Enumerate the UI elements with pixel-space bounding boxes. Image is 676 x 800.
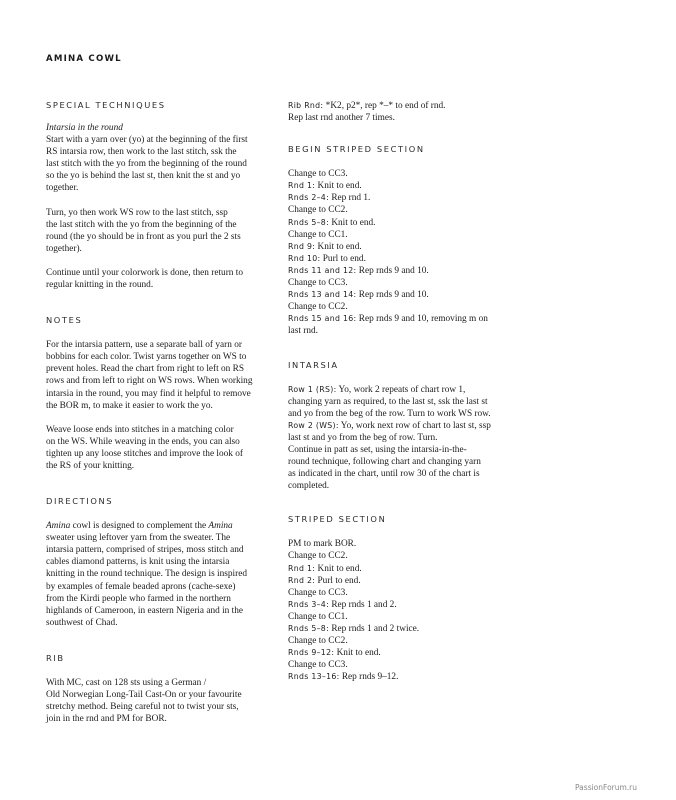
instruction-text: Knit to end. xyxy=(315,181,362,192)
intarsia-heading: INTARSIA xyxy=(288,359,339,370)
instruction-text: Change to CC3. xyxy=(288,587,348,598)
instruction-row xyxy=(288,289,524,301)
text-line: completed. xyxy=(288,481,330,492)
directions-paragraph xyxy=(46,520,278,629)
instruction-label: Rnds 3–4: xyxy=(288,599,329,609)
instruction-row xyxy=(288,538,524,550)
intarsia-row2-lines xyxy=(288,432,524,492)
intarsia-row2-text: Yo, work next row of chart to last st, ssp xyxy=(338,420,491,431)
rib-round-line xyxy=(288,100,524,112)
instruction-text: PM to mark BOR. xyxy=(288,539,357,550)
text-line: tighten up any loose stitches and improve the look of xyxy=(46,448,244,459)
instruction-text: Change to CC2. xyxy=(288,205,348,216)
notes-p1 xyxy=(46,339,278,412)
begin-striped-rows xyxy=(288,168,524,337)
text-line: For the intarsia pattern, use a separate ball of yarn or xyxy=(46,340,242,351)
page-title: AMINA COWL xyxy=(46,54,122,64)
text-line: stretchy method. Being careful not to twist your sts, xyxy=(46,702,239,713)
instruction-text: Knit to end. xyxy=(334,648,381,659)
directions-heading: DIRECTIONS xyxy=(46,496,114,507)
text-line: and yo from the beg of the row. Turn to work WS row. xyxy=(288,408,491,419)
instruction-text: Rep rnds 9 and 10. xyxy=(356,265,429,276)
instruction-label: Rnds 2–4: xyxy=(288,193,329,203)
instruction-row xyxy=(288,611,524,623)
text-line: from the Kirdi people who farmed in the northern xyxy=(46,593,231,604)
instruction-label: Rnds 9–12: xyxy=(288,648,335,658)
instruction-row xyxy=(288,192,524,204)
special-techniques-heading: SPECIAL TECHNIQUES xyxy=(46,100,166,110)
intarsia-row1-text: Yo, work 2 repeats of chart row 1, xyxy=(336,384,466,395)
instruction-text: Knit to end. xyxy=(315,241,362,252)
instruction-label: Rnd 9: xyxy=(288,241,316,251)
directions-amina-2: Amina xyxy=(208,521,233,532)
text-line: rows and from left to right on WS rows. When working xyxy=(46,376,253,387)
text-line: intarsia pattern, comprised of stripes, moss stitch and xyxy=(46,545,244,556)
instruction-label: Rnds 5–8: xyxy=(288,217,329,227)
instruction-row xyxy=(288,241,524,253)
instruction-text: Knit to end. xyxy=(315,563,362,574)
instruction-text: Change to CC2. xyxy=(288,302,348,313)
instruction-text: Change to CC3. xyxy=(288,660,348,671)
text-line: so the yo is behind the last st, then knit the st and yo xyxy=(46,171,241,182)
special-techniques-p3 xyxy=(46,267,278,291)
instruction-text: Change to CC1. xyxy=(288,229,348,240)
instruction-text: Rep rnds 9–12. xyxy=(339,672,399,683)
instruction-row xyxy=(288,265,524,277)
rib-paragraph xyxy=(46,677,278,725)
text-line: round (the yo should be in front as you purl the 2 sts xyxy=(46,231,241,242)
directions-lines xyxy=(46,532,278,629)
text-line: knitting in the round technique. The design is inspired xyxy=(46,569,247,580)
text-line: With MC, cast on 128 sts using a German / xyxy=(46,677,207,688)
special-techniques-p2 xyxy=(46,207,278,255)
instruction-row xyxy=(288,659,524,671)
rib-round xyxy=(288,100,524,124)
instruction-label: Rnds 13–16: xyxy=(288,672,340,682)
text-line: Continue until your colorwork is done, then return to xyxy=(46,267,244,278)
instruction-text: Rep rnds 1 and 2. xyxy=(329,599,397,610)
text-line: Old Norwegian Long-Tail Cast-On or your favourite xyxy=(46,690,242,700)
instruction-text: Change to CC3. xyxy=(288,169,348,180)
instruction-row xyxy=(288,599,524,611)
instruction-label: Rnd 10: xyxy=(288,253,321,263)
text-line: join in the rnd and PM for BOR. xyxy=(46,714,167,725)
notes-p2 xyxy=(46,424,278,472)
instruction-row xyxy=(288,563,524,575)
instruction-row xyxy=(288,253,524,265)
instruction-row xyxy=(288,217,524,229)
intarsia-row2-label: Row 2 (WS): xyxy=(288,420,339,430)
rib-repeat-line: Rep last rnd another 7 times. xyxy=(288,113,395,124)
instruction-text: Rep rnds 1 and 2 twice. xyxy=(329,624,420,634)
rib-round-text: *K2, p2*, rep *–* to end of rnd. xyxy=(323,101,446,111)
text-line: as indicated in the chart, until row 30 of the chart is xyxy=(288,469,480,480)
text-line: last stitch with the yo from the beginning of the round xyxy=(46,159,247,170)
instruction-text: Change to CC2. xyxy=(288,636,348,647)
instruction-text: Change to CC2. xyxy=(288,551,348,562)
instruction-label: Rnd 2: xyxy=(288,575,316,585)
text-line: regular knitting in the round. xyxy=(46,280,154,291)
directions-amina-1: Amina xyxy=(46,521,71,532)
directions-first-line xyxy=(46,520,278,532)
instruction-row xyxy=(288,550,524,562)
text-line: last st and yo from the beg of row. Turn. xyxy=(288,432,438,443)
text-line: the RS of your knitting. xyxy=(46,460,135,471)
instruction-text: Knit to end. xyxy=(329,217,376,228)
instruction-label: Rnds 15 and 16: xyxy=(288,314,357,324)
text-line: intarsia in the round, you may find it helpful to remove xyxy=(46,388,251,399)
text-line: by examples of female beaded aprons (cache-sexe) xyxy=(46,581,236,592)
instruction-row xyxy=(288,180,524,192)
intarsia-row1-lines xyxy=(288,396,524,420)
instruction-row xyxy=(288,301,524,313)
instruction-text: last rnd. xyxy=(288,326,318,337)
begin-striped-heading: BEGIN STRIPED SECTION xyxy=(288,144,425,155)
notes-heading: NOTES xyxy=(46,315,83,326)
instruction-text: Rep rnds 9 and 10, removing m on xyxy=(356,314,488,325)
text-line: the BOR m, to make it easier to work the yo. xyxy=(46,400,213,411)
text-line: bobbins for each color. Twist yarns together on WS to xyxy=(46,352,247,363)
instruction-label: Rnds 11 and 12: xyxy=(288,265,357,275)
special-techniques-p1 xyxy=(46,134,278,194)
text-line: changing yarn as required, to the last st, ssk the last st xyxy=(288,396,488,407)
text-line: Continue in patt as set, using the intarsia-in-the- xyxy=(288,444,467,455)
text-line: cables diamond patterns, is knit using the intarsia xyxy=(46,557,230,568)
instruction-text: Change to CC1. xyxy=(288,611,348,622)
text-line: Start with a yarn over (yo) at the beginning of the first xyxy=(46,135,248,146)
text-line: on the WS. While weaving in the ends, you can also xyxy=(46,436,240,447)
right-column xyxy=(288,100,524,683)
text-line: Turn, yo then work WS row to the last stitch, ssp xyxy=(46,207,228,218)
striped-section-heading: STRIPED SECTION xyxy=(288,514,387,525)
instruction-row xyxy=(288,229,524,241)
instruction-text: Purl to end. xyxy=(320,253,366,264)
rib-round-label: Rib Rnd: xyxy=(288,101,324,110)
instruction-text: Rep rnds 9 and 10. xyxy=(356,290,429,301)
text-line: RS intarsia row, then work to the last stitch, ssk the xyxy=(46,147,237,158)
instruction-row xyxy=(288,204,524,216)
instruction-row xyxy=(288,635,524,647)
instruction-text: Rep rnd 1. xyxy=(329,193,371,204)
instruction-label: Rnds 13 and 14: xyxy=(288,290,357,300)
striped-section-rows xyxy=(288,538,524,683)
text-line: together). xyxy=(46,243,82,254)
left-column xyxy=(46,100,278,725)
text-line: together. xyxy=(46,183,79,194)
instruction-text: Purl to end. xyxy=(315,575,361,586)
intarsia-row1-label: Row 1 (RS): xyxy=(288,384,337,394)
text-line: sweater using leftover yarn from the sweater. The xyxy=(46,533,231,544)
watermark: PassionForum.ru xyxy=(575,783,638,792)
instruction-row xyxy=(288,587,524,599)
instruction-row xyxy=(288,623,524,635)
directions-line1-mid: cowl is designed to complement the xyxy=(70,521,209,532)
text-line: prevent holes. Read the chart from right to left on RS xyxy=(46,364,245,375)
instruction-row xyxy=(288,277,524,289)
text-line: Weave loose ends into stitches in a matching color xyxy=(46,424,234,435)
intarsia-row1-line xyxy=(288,384,524,396)
instruction-text: Change to CC3. xyxy=(288,278,348,289)
instruction-row xyxy=(288,313,524,325)
instruction-label: Rnd 1: xyxy=(288,181,316,191)
text-line: the last stitch with the yo from the beginning of the xyxy=(46,219,237,230)
instruction-row xyxy=(288,575,524,587)
instruction-label: Rnd 1: xyxy=(288,563,316,573)
instruction-row xyxy=(288,325,524,337)
intarsia-row2-line xyxy=(288,420,524,432)
intarsia-paragraph xyxy=(288,384,524,493)
rib-heading: RIB xyxy=(46,652,65,663)
intarsia-round-subheading: Intarsia in the round xyxy=(46,123,123,133)
text-line: southwest of Chad. xyxy=(46,617,118,628)
instruction-row xyxy=(288,671,524,683)
text-line: round technique, following chart and changing yarn xyxy=(288,457,481,468)
text-line: highlands of Cameroon, in eastern Nigeria and in the xyxy=(46,605,243,616)
instruction-row xyxy=(288,647,524,659)
instruction-row xyxy=(288,168,524,180)
instruction-label: Rnds 5–8: xyxy=(288,624,329,633)
